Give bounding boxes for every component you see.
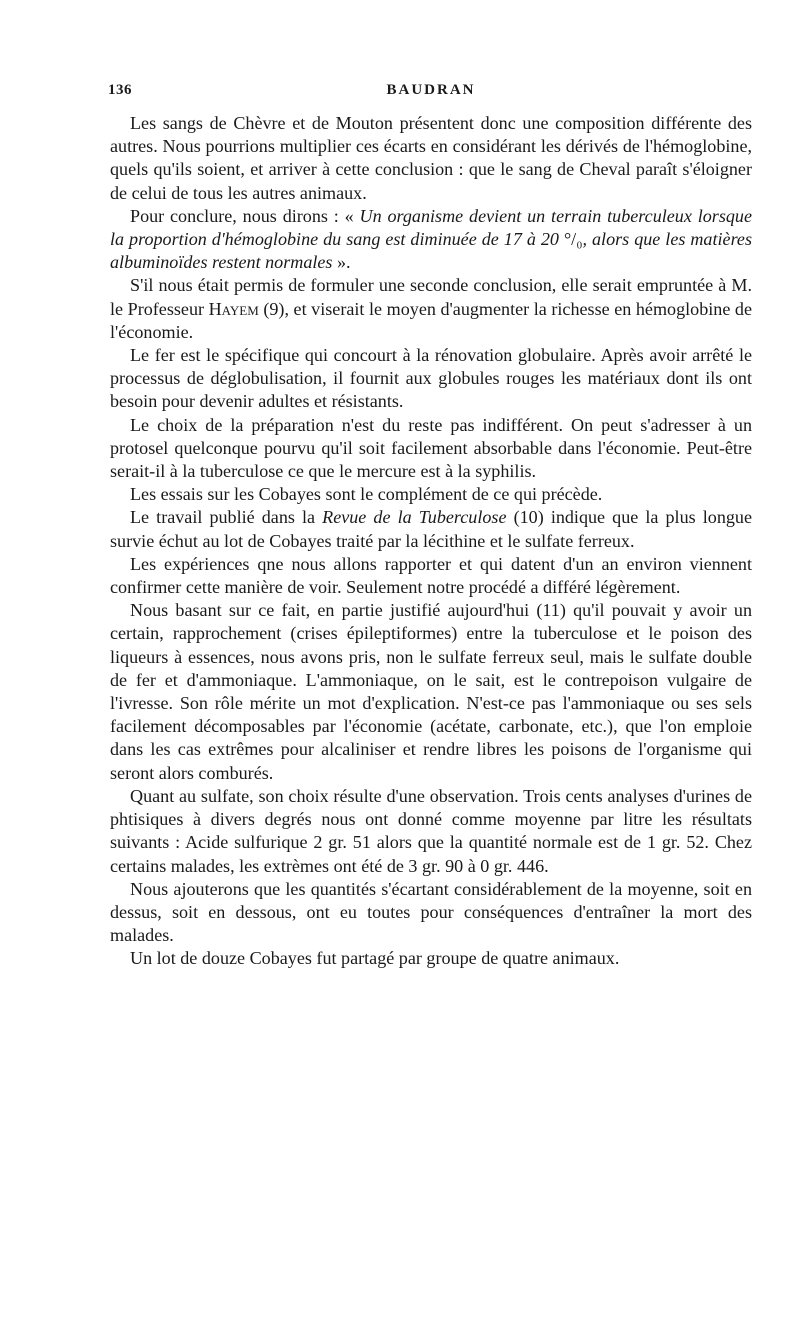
paragraph-6: Les essais sur les Cobayes sont le complément de ce qui précède.: [130, 484, 603, 505]
paragraph-11: Nous ajouterons que les quantités s'écartant considérablement de la moyenne, soit en dessus, soit en dessous, ont eu toutes pour conséquences d'entraîner la mort des malades.: [110, 878, 752, 946]
paragraph-7-lead: Le travail publié dans la: [130, 507, 323, 528]
percent-symbol: °/₀: [563, 229, 583, 250]
paragraph-12: Un lot de douze Cobayes fut partagé par groupe de quatre animaux.: [130, 948, 620, 969]
paragraph-1: Les sangs de Chèvre et de Mouton présentent donc une composition différente des autres. Nous pourrions multiplier ces écarts en considérant les dérivés de l'hémoglobine, quels qu'ils soient, et arriver à cette conclusion : que le sang de Cheval paraît s'éloigner de celui de tous les autres animaux.: [110, 113, 752, 203]
conclusion-quote-part2: , alors que les matières albuminoïdes restent normales: [110, 229, 753, 273]
paragraph-4: Le fer est le spécifique qui concourt à la rénovation globulaire. Après avoir arrêté le processus de déglobulisation, il fournit aux globules rouges les matériaux dont ils ont besoin pour devenir adultes et résistants.: [110, 345, 752, 412]
paragraph-7: [110, 506, 752, 552]
conclusion-lead: Pour conclure, nous dirons : «: [130, 205, 360, 226]
paragraph-7-tail: (10) indique que la plus longue survie échut au lot de Cobayes traité par la lécithine et le sulfate ferreux.: [110, 507, 752, 551]
author-name-hayem: Hayem: [208, 298, 259, 319]
journal-title: Revue de la Tuberculose: [322, 507, 507, 528]
running-head: [110, 82, 752, 112]
conclusion-quote-part1: Un organisme devient un terrain tuberculeux lorsque la proportion d'hémoglobine du sang est diminuée de 17 à 20: [110, 205, 752, 250]
body-text: [110, 112, 752, 971]
page-number: 136: [108, 82, 132, 98]
running-title: BAUDRAN: [386, 82, 476, 98]
book-page: [110, 82, 752, 971]
paragraph-8: Les expériences qne nous allons rapporter et qui datent d'un an environ viennent confirmer cette manière de voir. Seulement notre procédé a différé légèrement.: [110, 553, 752, 598]
paragraph-2-conclusion: [110, 205, 752, 275]
paragraph-3-lead: S'il nous était permis de formuler une seconde conclusion, elle serait empruntée à M. le Professeur: [110, 275, 752, 319]
paragraph-3-tail: (9), et viserait le moyen d'augmenter la richesse en hémoglobine de l'économie.: [110, 298, 753, 342]
paragraph-10: Quant au sulfate, son choix résulte d'une observation. Trois cents analyses d'urines de phtisiques à divers degrés nous ont donné comme moyenne par litre les résultats suivants : Acide sulfurique 2 gr. 51 alors que la quantité normale est de 1 gr. 52. Chez certains malades, les extrèmes ont été de 3 gr. 90 à 0 gr. 446.: [110, 785, 752, 876]
conclusion-tail: ».: [332, 252, 351, 273]
paragraph-5: Le choix de la préparation n'est du reste pas indifférent. On peut s'adresser à un protosel quelconque pourvu qu'il soit facilement absorbable dans l'économie. Peut-être serait-il à la tuberculose ce que le mercure est à la syphilis.: [110, 414, 752, 482]
paragraph-9: Nous basant sur ce fait, en partie justifié aujourd'hui (11) qu'il pouvait y avoir un certain, rapprochement (crises épileptiformes) entre la tuberculose et le poison des liqueurs à essences, nous avons pris, non le sulfate ferreux seul, mais le sulfate double de fer et d'ammoniaque. L'ammoniaque, on le sait, est le contrepoison vulgaire de l'ivresse. Son rôle mérite un mot d'explication. N'est-ce pas l'ammoniaque ou ses sels facilement décomposables par l'économie (acétate, carbonate, etc.), que l'on emploie dans les cas extrêmes pour alcaliniser et rendre libres les poisons de l'organisme qui seront alors comburés.: [110, 600, 752, 783]
paragraph-3: [110, 274, 752, 344]
